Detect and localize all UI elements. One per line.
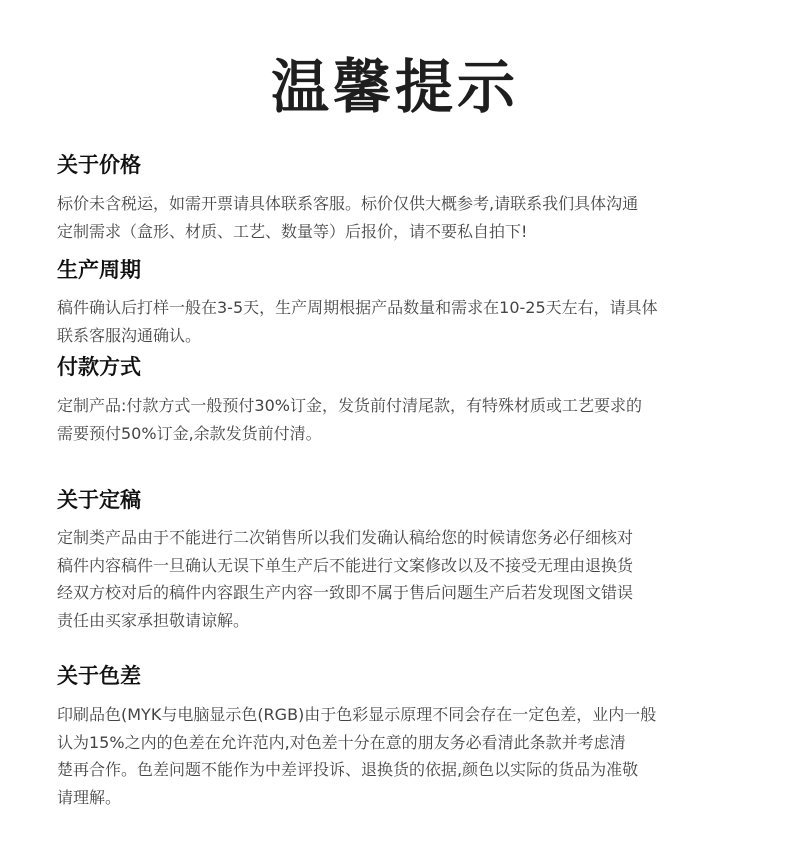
- text-line: 稿件内容稿件一旦确认无误下单生产后不能进行文案修改以及不接受无理由退换货: [57, 555, 634, 575]
- text-line: 定制类产品由于不能进行二次销售所以我们发确认稿给您的时候请您务必仔细核对: [57, 528, 634, 547]
- text-line: 标价未含税运，如需开票请具体联系客服。标价仅供大概参考,请联系我们具体沟通: [57, 194, 639, 213]
- section-body-price: [57, 190, 737, 245]
- text-line: 需要预付50%订金,余款发货前付清。: [57, 423, 322, 443]
- section-heading-payment: 付款方式: [57, 355, 141, 379]
- text-line: 认为15%之内的色差在允许范内,对色差十分在意的朋友务必看清此条款并考虑清: [57, 732, 626, 752]
- section-body-payment: [57, 392, 737, 447]
- text-line: 稿件确认后打样一般在3-5天，生产周期根据产品数量和需求在10-25天左右，请具体: [57, 298, 658, 317]
- page-title: 温馨提示: [270, 53, 519, 121]
- section-body-color-difference: [57, 701, 737, 811]
- text-line: 楚再合作。色差问题不能作为中差评投诉、退换货的依据,颜色以实际的货品为准敬: [57, 760, 639, 779]
- section-heading-price: 关于价格: [57, 153, 141, 177]
- text-line: 印刷品色(MYK与电脑显示色(RGB)由于色彩显示原理不同会存在一定色差，业内一般: [57, 705, 657, 724]
- section-body-final-draft: [57, 524, 737, 634]
- text-line: 定制产品:付款方式一般预付30%订金，发货前付清尾款，有特殊材质或工艺要求的: [57, 396, 642, 415]
- text-line: 经双方校对后的稿件内容跟生产内容一致即不属于售后问题生产后若发现图文错误: [57, 583, 634, 602]
- text-line: 责任由买家承担敬请谅解。: [57, 610, 250, 630]
- text-line: 请理解。: [57, 787, 122, 807]
- section-heading-production-cycle: 生产周期: [57, 258, 141, 282]
- section-heading-final-draft: 关于定稿: [57, 488, 141, 512]
- text-line: 定制需求（盒形、材质、工艺、数量等）后报价，请不要私自拍下!: [57, 221, 528, 241]
- section-body-production-cycle: [57, 294, 737, 349]
- section-heading-color-difference: 关于色差: [57, 664, 141, 688]
- text-line: 联系客服沟通确认。: [57, 325, 202, 345]
